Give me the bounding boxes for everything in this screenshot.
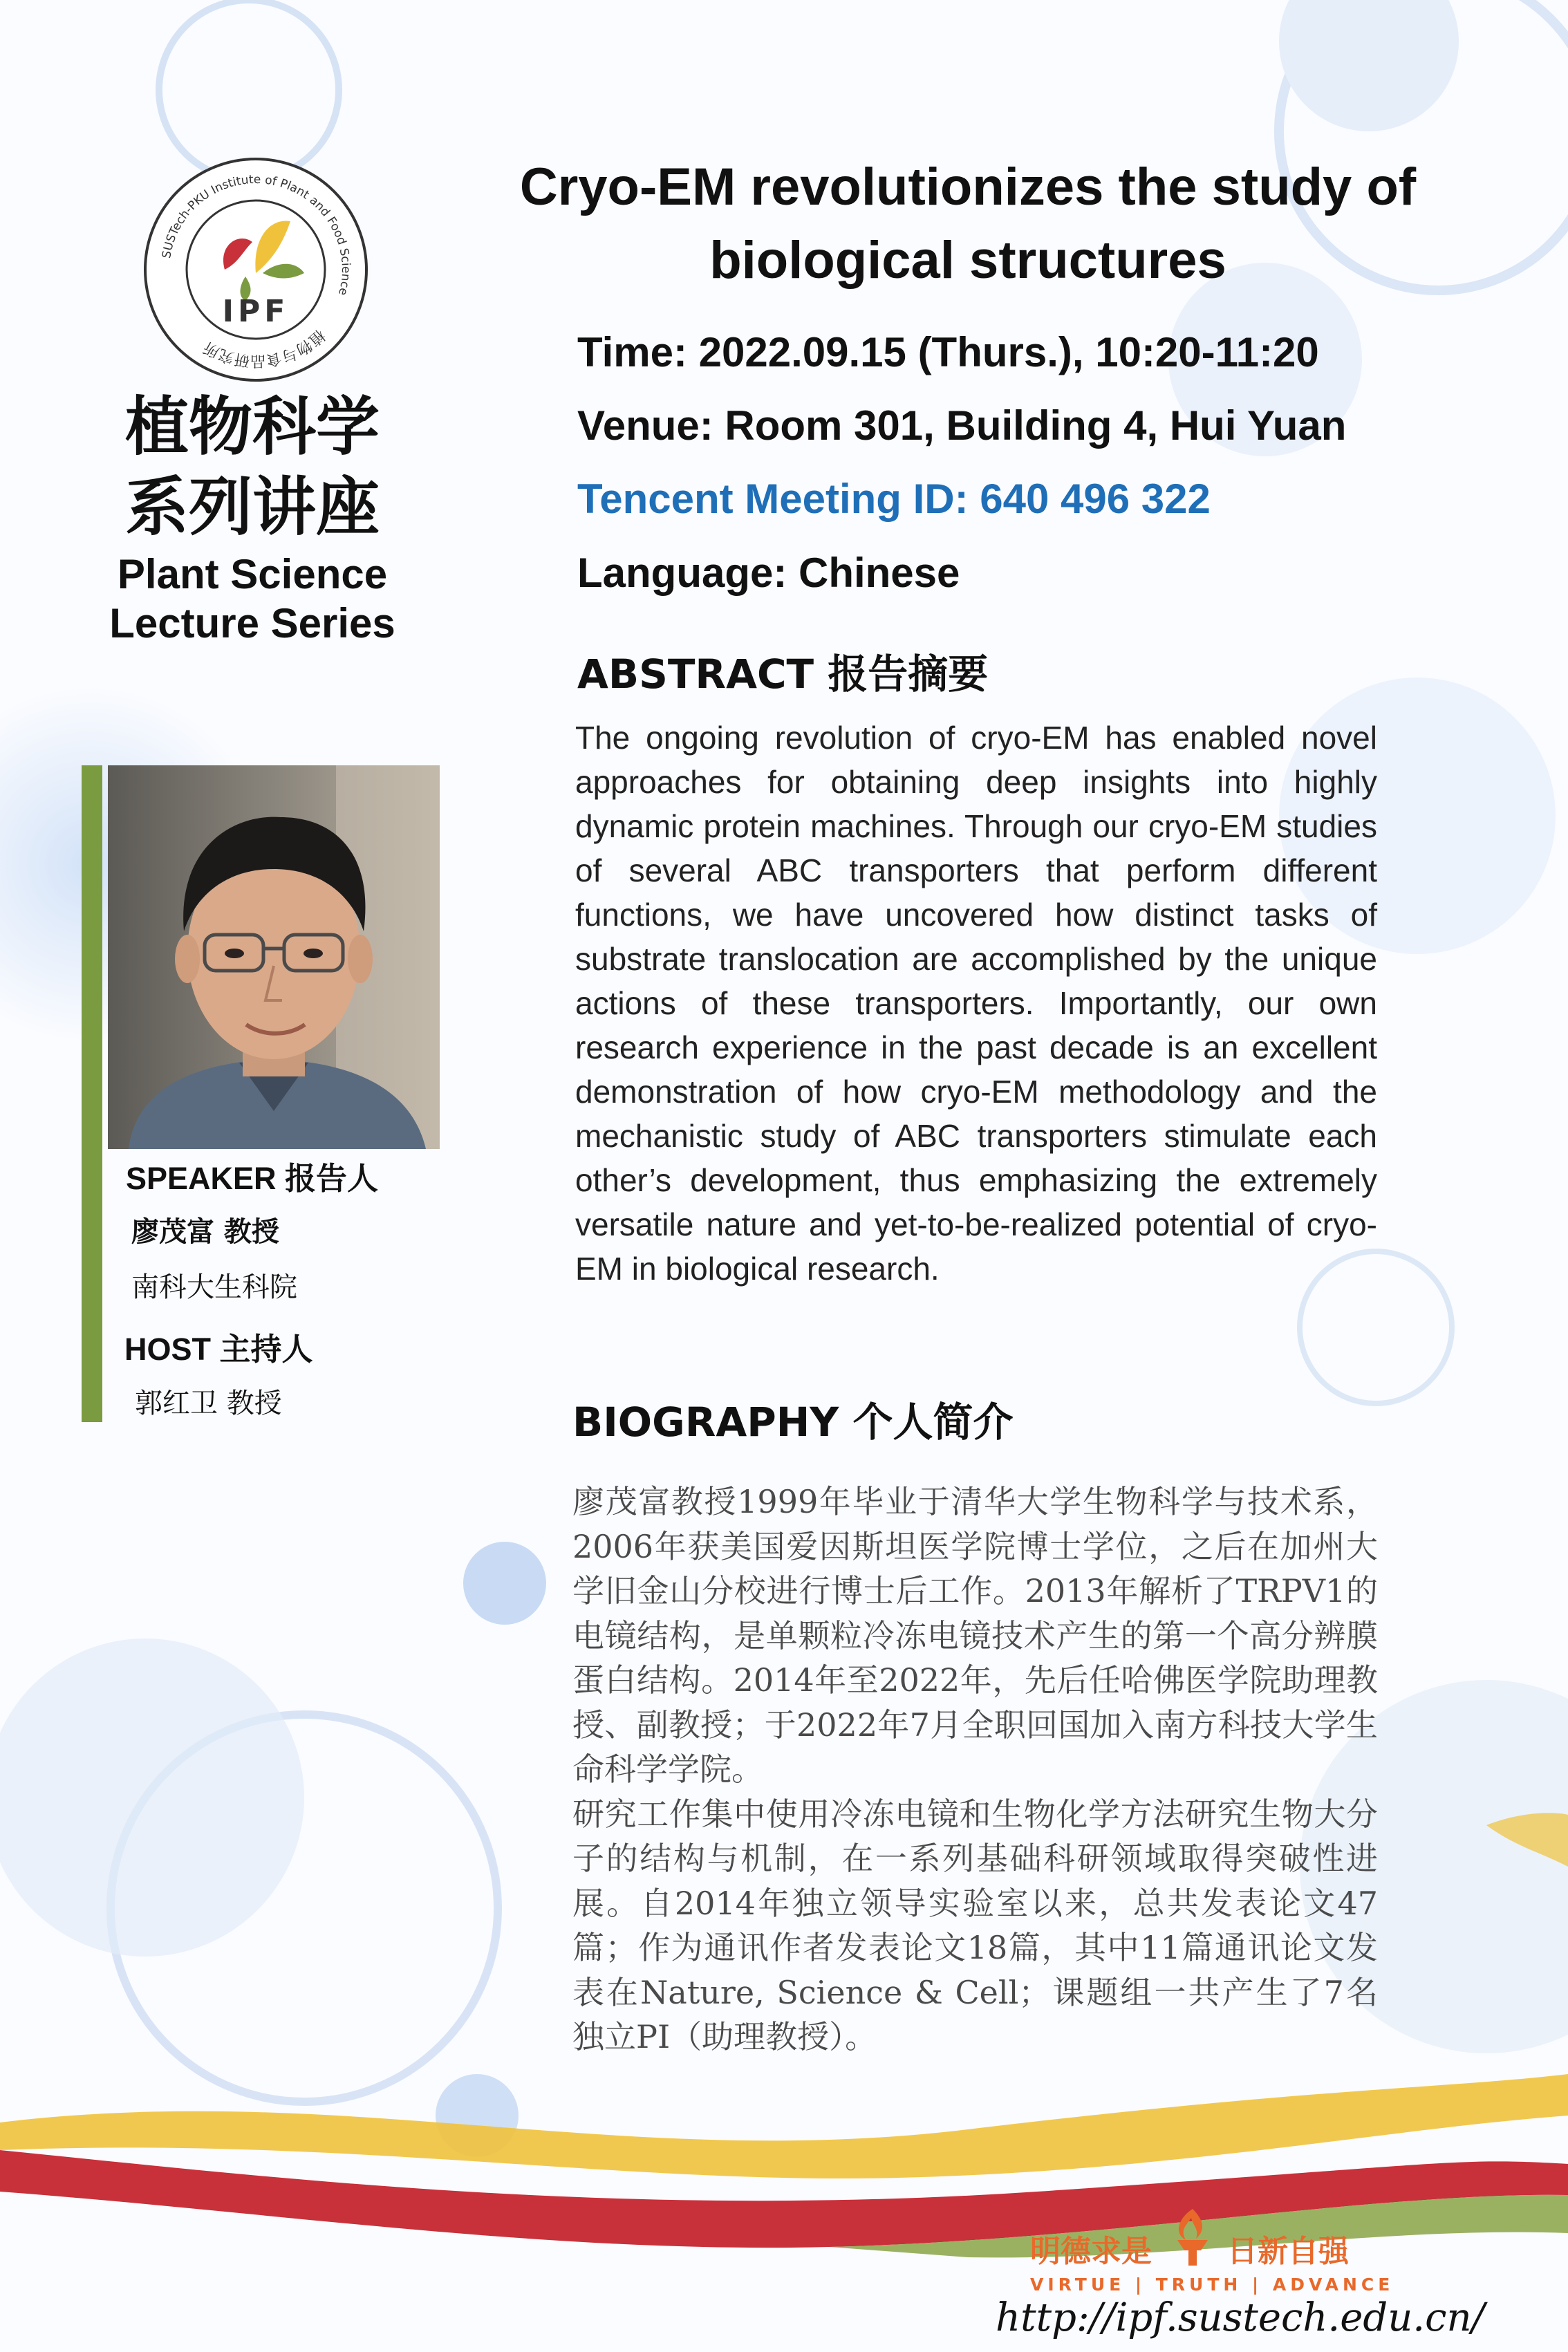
- speaker-affiliation: 南科大生科院: [131, 1271, 297, 1303]
- abstract-heading: ABSTRACT 报告摘要: [577, 651, 989, 698]
- speaker-photo: [108, 765, 440, 1149]
- motto-right: 日新自强: [1227, 2234, 1349, 2269]
- series-title-en-line2: Lecture Series: [109, 600, 395, 646]
- logo-ring-text: SUSTech-PKU Institute of Plant and Food Science: [160, 172, 353, 297]
- logo-acronym: IPF: [222, 294, 290, 329]
- ipf-logo: [142, 156, 370, 384]
- host-label: HOST 主持人: [124, 1332, 313, 1367]
- motto-subtitle: VIRTUE | TRUTH | ADVANCE: [1030, 2275, 1394, 2295]
- biography-paragraph-1: 廖茂富教授1999年毕业于清华大学生物科学与技术系，2006年获美国爱因斯坦医学院博士学位，之后在加州大学旧金山分校进行博士后工作。2013年解析了TRPV1的电镜结构，是单颗粒冷冻电镜技术产生的第一个高分辨膜蛋白结构。2014年至2022年，先后任哈佛医学院助理教授、副教授；于2022年7月全职回国加入南方科技大学生命科学学院。: [572, 1483, 1378, 1788]
- logo-ring-text-cn: 植物与食品研究所: [200, 326, 328, 370]
- motto-left: 明德求是: [1030, 2234, 1152, 2269]
- speaker-accent-bar: [82, 765, 102, 1422]
- speaker-label: SPEAKER 报告人: [126, 1161, 379, 1196]
- biography-heading: BIOGRAPHY 个人简介: [572, 1399, 1014, 1446]
- talk-title-line1: Cryo-EM revolutionizes the study of: [519, 158, 1417, 216]
- talk-title-line2: biological structures: [709, 231, 1226, 290]
- meeting-id: Tencent Meeting ID: 640 496 322: [577, 476, 1211, 522]
- biography-text: [572, 1480, 1378, 2060]
- torch-icon: [1165, 2205, 1220, 2268]
- talk-time: Time: 2022.09.15 (Thurs.), 10:20-11:20: [577, 329, 1319, 375]
- biography-paragraph-2: 研究工作集中使用冷冻电镜和生物化学方法研究生物大分子的结构与机制，在一系列基础科研领域取得突破性进展。自2014年独立领导实验室以来，总共发表论文47篇；作为通讯作者发表论文18篇，其中11篇通讯论文发表在Nature, Science & Cell；课题组一共产生了7名独立PI（助理教授）。: [572, 1795, 1378, 2055]
- talk-venue: Venue: Room 301, Building 4, Hui Yuan: [577, 402, 1347, 449]
- series-title-cn-line2: 系列讲座: [124, 470, 380, 544]
- talk-title: [498, 151, 1438, 297]
- series-title-cn-line1: 植物科学: [124, 390, 380, 464]
- website-link[interactable]: http://ipf.sustech.edu.cn/: [996, 2295, 1485, 2340]
- talk-language: Language: Chinese: [577, 550, 960, 596]
- host-name: 郭红卫 教授: [135, 1388, 282, 1419]
- series-title-en-line1: Plant Science: [117, 551, 388, 597]
- abstract-text: The ongoing revolution of cryo-EM has enabled novel approaches for obtaining deep insights into highly dynamic protein machines. Through our cryo-EM studies of several ABC transporters that perform different functions, we have uncovered how distinct tasks of substrate translocation are accomplished by the unique actions of these transporters. Importantly, our own research experience in the past decade is an excellent demonstration of how cryo-EM methodology and the mechanistic study of ABC transporters stimulate each other’s development, thus emphasizing the extremely versatile nature and yet-to-be-realized potential of cryo-EM in biological research.: [575, 720, 1377, 1287]
- speaker-name: 廖茂富 教授: [131, 1216, 279, 1248]
